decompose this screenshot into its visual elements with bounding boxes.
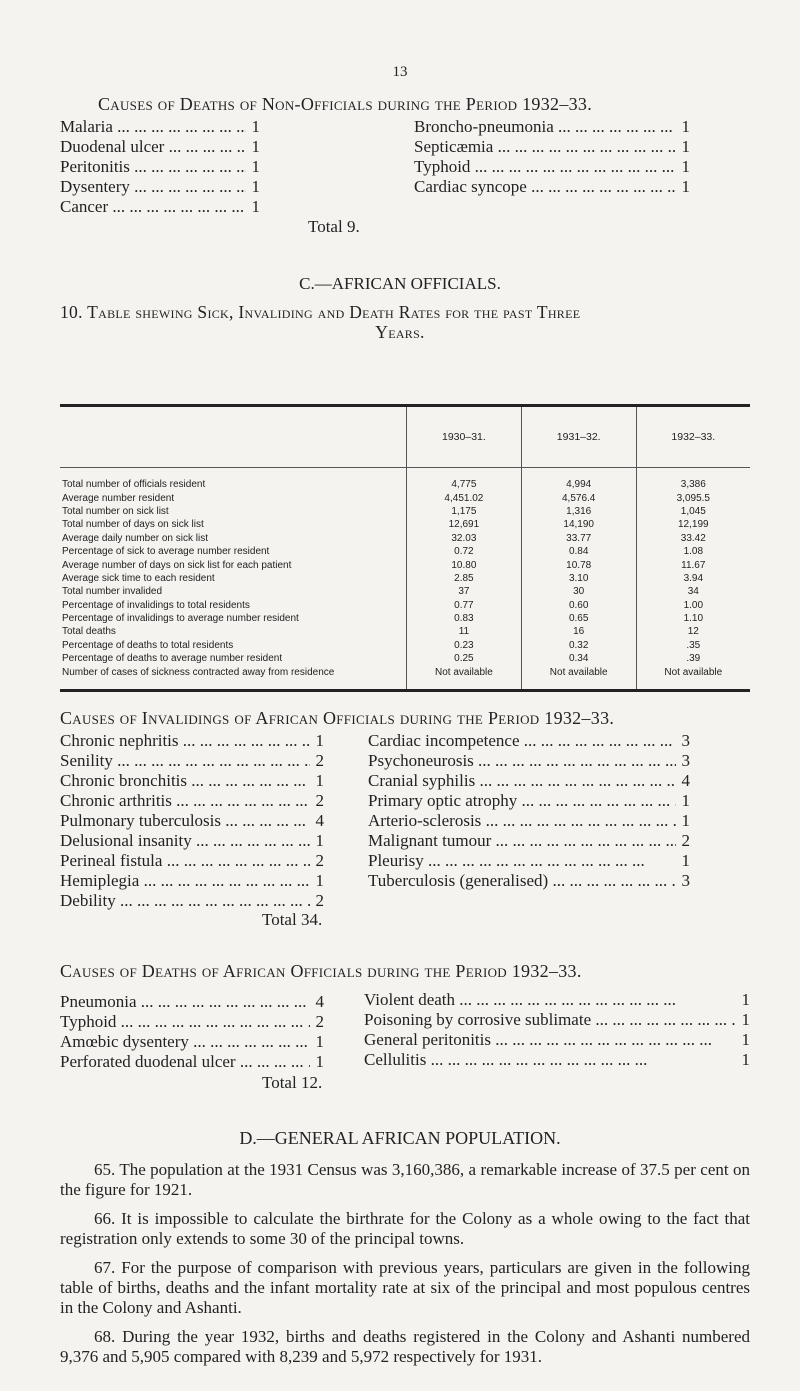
table-row: Total deaths 11 16 12 (60, 625, 750, 638)
table10-title-line2: Years. (375, 322, 425, 342)
african-deaths-total: Total 12. (262, 1073, 323, 1092)
non-officials-deaths-title: Causes of Deaths of Non-Officials during the Period 1932–33. (98, 94, 593, 114)
paragraph-66: 66. It is impossible to calculate the birthrate for the Colony as a whole owing to the fact that registration only extends to some 30 of the principal towns. (60, 1209, 750, 1248)
invalidings-left-list (60, 731, 324, 911)
table-row: Percentage of sick to average number resident 0.72 0.84 1.08 (60, 545, 750, 558)
list-item: Chronic arthritis ... . 2 (60, 791, 324, 811)
list-item: Violent death ... . 1 (364, 990, 750, 1010)
table-row: Total number invalided 37 30 34 (60, 585, 750, 598)
invalidings-total: Total 34. (262, 910, 323, 929)
african-deaths-left-list (60, 992, 324, 1072)
list-item: Typhoid ... . 2 (60, 1012, 324, 1032)
table-row: Number of cases of sickness contracted away from residence Not available Not available Not available (60, 665, 750, 690)
list-item: Cardiac incompetence ... . 3 (368, 731, 690, 751)
table-row: Percentage of deaths to average number resident 0.25 0.34 .39 (60, 652, 750, 665)
list-item: Poisoning by corrosive sublimate ... . 1 (364, 1010, 750, 1030)
header-1932-33: 1932–33. (636, 406, 750, 468)
list-item: General peritonitis ... . 1 (364, 1030, 750, 1050)
list-item: Senility ... . 2 (60, 751, 324, 771)
section-d-title: D.—GENERAL AFRICAN POPULATION. (239, 1128, 561, 1148)
list-item: Cranial syphilis ... . 4 (368, 771, 690, 791)
body-paragraphs (60, 1160, 750, 1376)
table-row: Average number of days on sick list for each patient 10.80 10.78 11.67 (60, 558, 750, 571)
list-item: Tuberculosis (generalised) ... . 3 (368, 871, 690, 891)
header-1930-31: 1930–31. (407, 406, 522, 468)
section-c-title: C.—AFRICAN OFFICIALS. (299, 274, 501, 293)
list-item: Cardiac syncope ... . 1 (414, 177, 690, 197)
list-item: Duodenal ulcer ... . 1 (60, 137, 260, 157)
list-item: Psychoneurosis ... . 3 (368, 751, 690, 771)
non-officials-deaths-right-list (414, 117, 690, 197)
table-header-row (60, 406, 750, 468)
list-item: Cellulitis ... . 1 (364, 1050, 750, 1070)
list-item: Malaria ... . 1 (60, 117, 260, 137)
list-item: Amœbic dysentery ... . 1 (60, 1032, 324, 1052)
table-row: Average daily number on sick list 32.03 33.77 33.42 (60, 532, 750, 545)
list-item: Debility ... . 2 (60, 891, 324, 911)
paragraph-67: 67. For the purpose of comparison with previous years, particulars are given in the following table of births, deaths and the infant mortality rate at six of the principal and most populous centres in the Colony and Ashanti. (60, 1258, 750, 1317)
header-blank (60, 406, 407, 468)
list-item: Primary optic atrophy ... . 1 (368, 791, 690, 811)
non-officials-deaths-total: Total 9. (308, 217, 360, 236)
header-1931-32: 1931–32. (521, 406, 636, 468)
african-deaths-right-list (364, 990, 750, 1070)
african-deaths-title: Causes of Deaths of African Officials during the Period 1932–33. (60, 961, 582, 981)
list-item: Typhoid ... . 1 (414, 157, 690, 177)
list-item: Septicæmia ... . 1 (414, 137, 690, 157)
table-row: Total number of days on sick list 12,691 14,190 12,199 (60, 518, 750, 531)
invalidings-right-list (368, 731, 690, 891)
table-row: Average number resident 4,451.02 4,576.4 3,095.5 (60, 491, 750, 504)
table-row: Percentage of deaths to total residents 0.23 0.32 .35 (60, 639, 750, 652)
non-officials-deaths-left-list (60, 117, 260, 217)
table-row: Percentage of invalidings to average number resident 0.83 0.65 1.10 (60, 612, 750, 625)
table-row: Total number on sick list 1,175 1,316 1,045 (60, 505, 750, 518)
table-row: Average sick time to each resident 2.85 3.10 3.94 (60, 572, 750, 585)
page-number: 13 (392, 64, 408, 80)
list-item: Hemiplegia ... . 1 (60, 871, 324, 891)
list-item: Perineal fistula ... . 2 (60, 851, 324, 871)
list-item: Dysentery ... . 1 (60, 177, 260, 197)
list-item: Chronic bronchitis ... . 1 (60, 771, 324, 791)
paragraph-65: 65. The population at the 1931 Census was 3,160,386, a remarkable increase of 37.5 per cent on the figure for 1921. (60, 1160, 750, 1199)
rates-table (60, 404, 750, 692)
list-item: Pulmonary tuberculosis ... . 4 (60, 811, 324, 831)
list-item: Peritonitis ... . 1 (60, 157, 260, 177)
table-row: Percentage of invalidings to total residents 0.77 0.60 1.00 (60, 599, 750, 612)
list-item: Broncho-pneumonia ... . 1 (414, 117, 690, 137)
list-item: Arterio-sclerosis ... . 1 (368, 811, 690, 831)
list-item: Delusional insanity ... . 1 (60, 831, 324, 851)
list-item: Cancer ... . 1 (60, 197, 260, 217)
list-item: Malignant tumour ... . 2 (368, 831, 690, 851)
invalidings-title: Causes of Invalidings of African Officials during the Period 1932–33. (60, 708, 615, 728)
table-row: Total number of officials resident 4,775 4,994 3,386 (60, 468, 750, 492)
list-item: Perforated duodenal ulcer ... . 1 (60, 1052, 324, 1072)
table10-title-line1: 10. Table shewing Sick, Invaliding and Death Rates for the past Three (60, 302, 581, 322)
paragraph-68: 68. During the year 1932, births and deaths registered in the Colony and Ashanti numbered 9,376 and 5,905 compared with 8,239 and 5,972 respectively for 1931. (60, 1327, 750, 1366)
list-item: Chronic nephritis ... . 1 (60, 731, 324, 751)
list-item: Pleurisy ... . 1 (368, 851, 690, 871)
list-item: Pneumonia ... . 4 (60, 992, 324, 1012)
